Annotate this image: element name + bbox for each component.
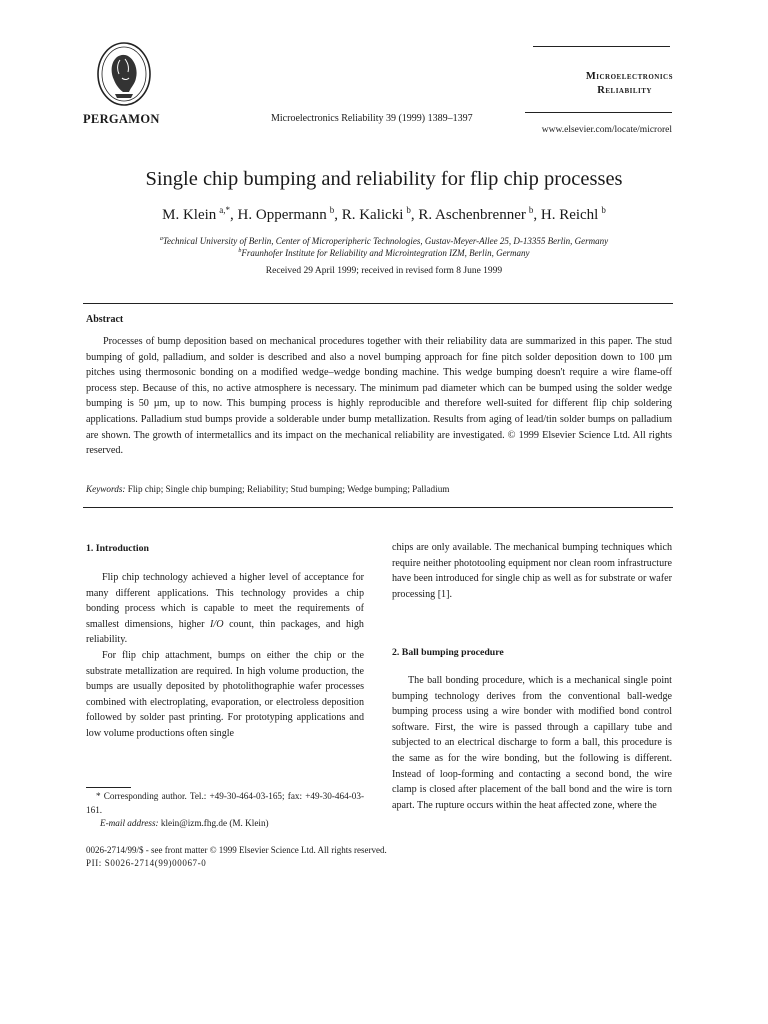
journal-citation: Microelectronics Reliability 39 (1999) 1389–1397 (271, 113, 473, 124)
intro-continuation: chips are only available. The mechanical bumping techniques which require neither phototooling equipment nor clean room infrastructure have been introduced for single chip as well as for substrate or wafer processing [1]. (392, 542, 672, 600)
author-affiliation-mark: b (329, 205, 335, 215)
author-name: H. Oppermann (237, 207, 330, 223)
author-affiliation-mark: b (406, 205, 411, 215)
received-dates: Received 29 April 1999; received in revised form 8 June 1999 (265, 266, 503, 276)
abstract-body: Processes of bump deposition based on mechanical procedures together with their reliability data are summarized in this paper. The stud bumping of gold, palladium, and solder is described and also a novel bumping approach for fine pitch solder deposition down to 100 µm pitches using thermosonic bonding on a modified wedge–wedge bonding machine. This wedge bumping doesn't require a wire flame-off process step. Because of this, no active atmosphere is necessary. The minimum pad diameter which can be bumped using the solder wedge bumping is 50 µm, up to now. This bumping process is highly reproducible and therefore well-suited for different flip chip soldering applications. Palladium stud bumps provide a solderable under bump metallization. Results from aging of lead/tin solder bumps on palladium are shown. The growth of intermetallics and its impact on the mechanical reliability are investigated. © 1999 Elsevier Science Ltd. All rights reserved. (86, 336, 672, 457)
author-name: R. Kalicki (341, 207, 407, 223)
journal-brand-word1: Microelectronics (585, 71, 673, 82)
section-heading-ball-bumping: 2. Ball bumping procedure (392, 647, 504, 658)
keywords-text: Flip chip; Single chip bumping; Reliability; Stud bumping; Wedge bumping; Palladium (127, 484, 450, 494)
footnote-rule (86, 787, 131, 788)
publisher-name: PERGAMON (83, 112, 160, 126)
author-separator: , (410, 207, 419, 223)
email-link[interactable]: klein@izm.fhg.de (M. Klein) (160, 818, 269, 828)
affiliation-mark: a (159, 236, 163, 242)
journal-brand-rule (533, 46, 670, 47)
right-column-body (392, 673, 672, 813)
io-term: I/O (210, 618, 224, 630)
keywords-line (86, 484, 672, 494)
abstract-bottom-rule (83, 507, 673, 508)
abstract-heading: Abstract (86, 314, 124, 325)
pergamon-tree-emblem-icon (95, 42, 153, 110)
header-rule (525, 112, 672, 113)
author-name: M. Klein (162, 207, 220, 223)
author-separator: , (334, 207, 342, 223)
author-separator: , (533, 207, 541, 223)
ball-bumping-paragraph-1: The ball bonding procedure, which is a mechanical single point bumping technology derives from the conventional ball-wedge bumping process using a wire bonder with modified bond control software. First, the wire is passed through a capillary tube and subjected to an electrical discharge to form a ball, this procedure is the same as for the wire bonding, but the following is different. Instead of loop-forming and contacting a second bond, the wire clamp is closed after placement of the ball bond and the wire is torn apart. The rupture occurs within the heat affected zone, where the (392, 675, 672, 811)
right-column-continuation (392, 540, 672, 602)
author-affiliation-mark: a,* (219, 205, 231, 215)
publisher-logo (95, 42, 153, 110)
footnote-email-line (86, 817, 364, 831)
pii-line: PII: S0026-2714(99)00067-0 (86, 858, 207, 868)
author-affiliation-mark: b (528, 205, 534, 215)
footnote (86, 790, 364, 831)
author-separator: , (230, 207, 238, 223)
author-list (60, 205, 708, 224)
journal-brand-line1 (533, 71, 673, 82)
affiliation-mark: b (238, 248, 242, 254)
journal-brand-word2: Reliability (597, 85, 652, 96)
copyright-line: 0026-2714/99/$ - see front matter © 1999 Elsevier Science Ltd. All rights reserved. (86, 845, 387, 855)
author-name: R. Aschenbrenner (418, 207, 529, 223)
footnote-contact: * Corresponding author. Tel.: +49-30-464-03-165; fax: +49-30-464-03-161. (86, 791, 364, 815)
affiliation-b (60, 248, 708, 258)
abstract-top-rule (83, 303, 673, 304)
email-label: E-mail address: (100, 818, 159, 828)
author-name: H. Reichl (540, 207, 602, 223)
author-affiliation-mark: b (601, 205, 606, 215)
affiliation-a (60, 236, 708, 246)
keywords-label: Keywords: (86, 484, 126, 494)
left-column-body (86, 570, 364, 742)
journal-brand-line2 (533, 85, 652, 96)
intro-p1-start: Flip chip technology achieved a higher level of acceptance for many different applications. This technology provides a chip bonding process which is capable to meet the requirements of smallest dimensions, higher (86, 572, 364, 630)
journal-url-link[interactable]: www.elsevier.com/locate/microrel (541, 125, 672, 135)
paper-title: Single chip bumping and reliability for flip chip processes (145, 168, 623, 190)
section-heading-introduction: 1. Introduction (86, 543, 149, 554)
intro-paragraph-2: For flip chip attachment, bumps on either the chip or the substrate metallization are required. In high volume production, the bumps are usually deposited by photolithographie wafer processes combined with electroplating, evaporation, or electroless deposition followed by solder past printing. For prototyping applications and low volume productions often single (86, 649, 364, 739)
affiliation-text: Fraunhofer Institute for Reliability and Microintegration IZM, Berlin, Germany (241, 248, 530, 258)
intro-paragraph-1 (86, 570, 364, 648)
intro-p1-end: count, thin packages, and high reliability. (86, 618, 364, 646)
affiliation-text: Technical University of Berlin, Center of Microperipheric Technologies, Gustav-Meyer-Allee 25, D-13355 Berlin, Germany (162, 236, 609, 246)
